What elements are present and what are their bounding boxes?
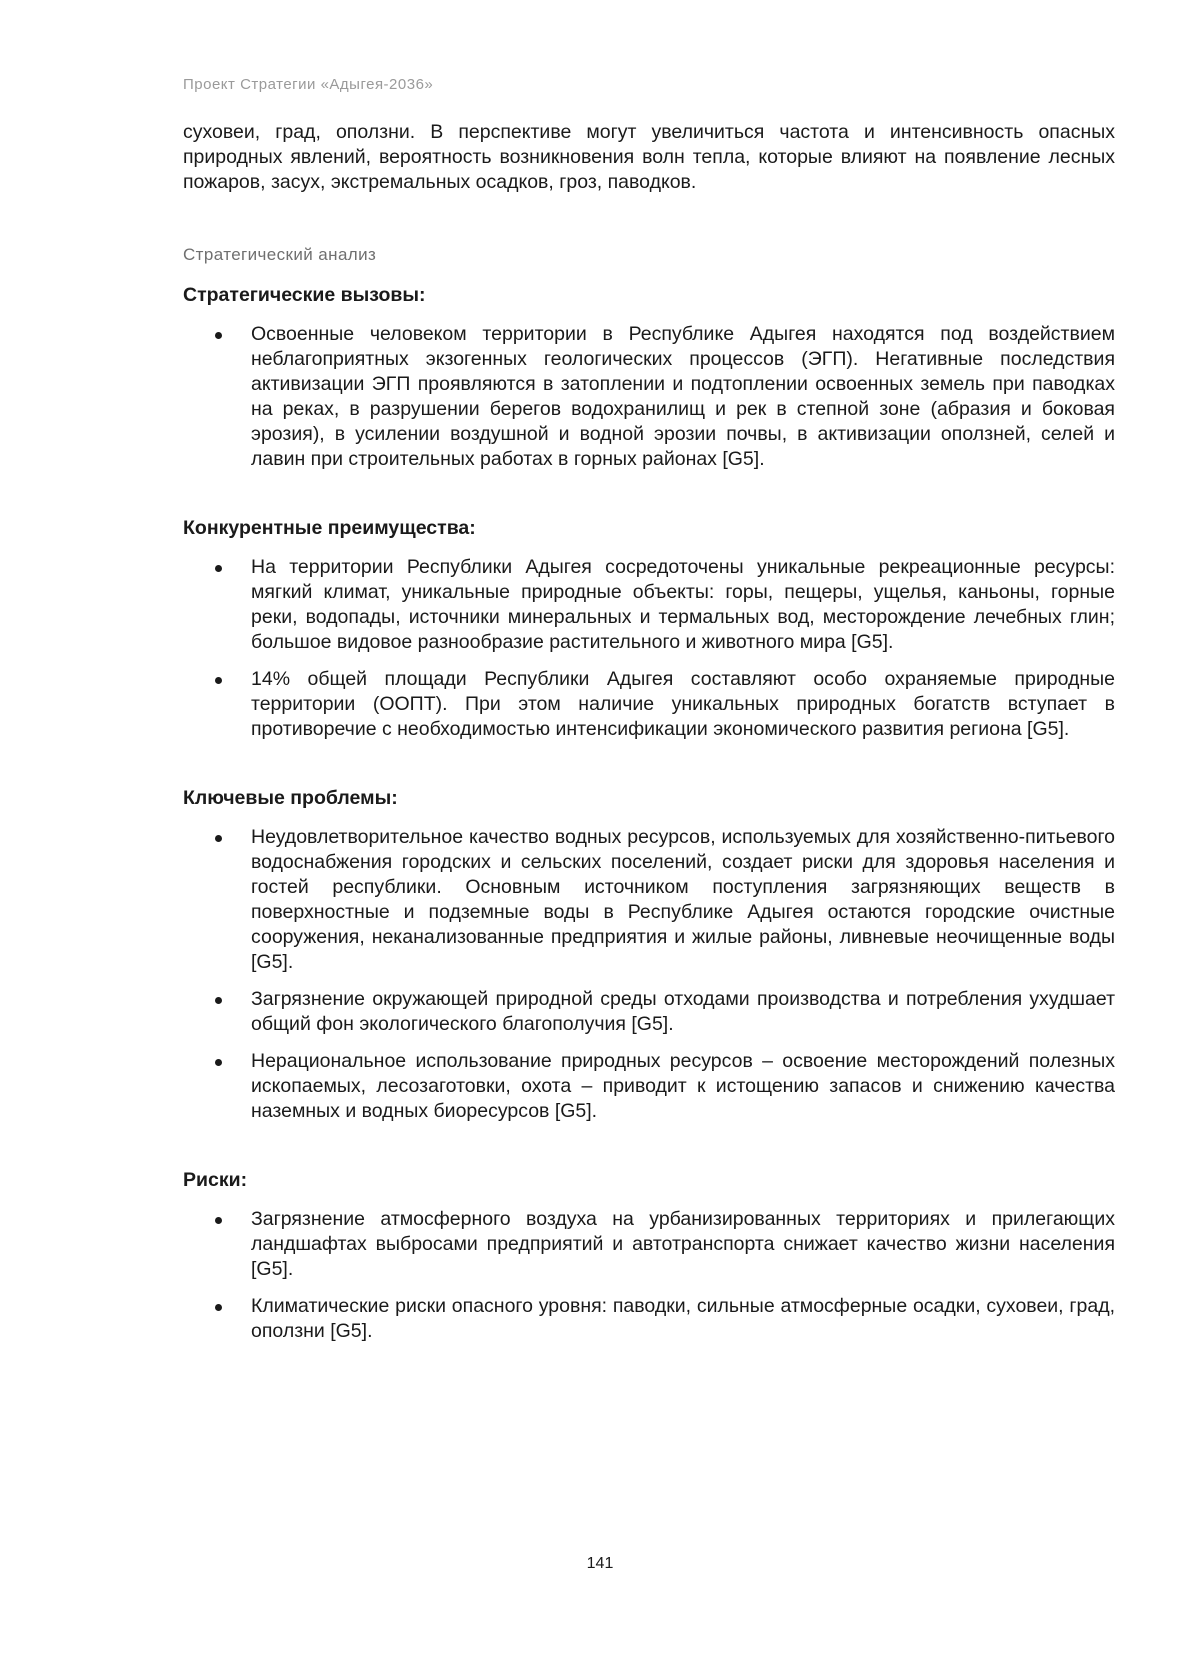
bullet-icon — [215, 565, 222, 572]
list-item — [183, 555, 1115, 655]
running-header: Проект Стратегии «Адыгея-2036» — [183, 76, 434, 93]
bullet-icon — [215, 1304, 222, 1311]
list-key-problems — [183, 825, 1115, 1124]
intro-paragraph: суховеи, град, оползни. В перспективе могут увеличиться частота и интенсивность опасных природных явлений, вероятность возникновения волн тепла, которые влияют на появление лесных пожаров, засух, экстремальных осадков, гроз, паводков. — [183, 121, 1115, 193]
list-item — [183, 825, 1115, 975]
heading-strategic-challenges: Стратегические вызовы: — [183, 284, 426, 306]
list-item-text: На территории Республики Адыгея сосредоточены уникальные рекреационные ресурсы: мягкий климат, уникальные природные объекты: горы, пещеры, ущелья, каньоны, горные реки, водопады, источники минеральных и термальных вод, месторождение лечебных глин; большое видовое разнообразие растительного и животного мира [G5]. — [251, 556, 1115, 653]
bullet-icon — [215, 1217, 222, 1224]
list-item — [183, 667, 1115, 742]
section-label: Стратегический анализ — [183, 245, 377, 264]
bullet-icon — [215, 1059, 222, 1066]
list-competitive-advantages — [183, 555, 1115, 742]
list-item — [183, 1207, 1115, 1282]
list-item — [183, 322, 1115, 472]
bullet-icon — [215, 332, 222, 339]
bullet-icon — [215, 835, 222, 842]
list-item-text: Нерациональное использование природных ресурсов – освоение месторождений полезных ископаемых, лесозаготовки, охота – приводит к истощению запасов и снижению качества наземных и водных биоресурсов [G5]. — [251, 1050, 1115, 1122]
list-item-text: Неудовлетворительное качество водных ресурсов, используемых для хозяйственно-питьевого водоснабжения городских и сельских поселений, создает риски для здоровья населения и гостей республики. Основным источником поступления загрязняющих веществ в поверхностные и подземные воды в Республике Адыгея остаются городские очистные сооружения, неканализованные предприятия и жилые районы, ливневые неочищенные воды [G5]. — [251, 826, 1115, 973]
bullet-icon — [215, 677, 222, 684]
heading-competitive-advantages: Конкурентные преимущества: — [183, 517, 476, 539]
list-item-text: 14% общей площади Республики Адыгея составляют особо охраняемые природные территории (ООПТ). При этом наличие уникальных природных богатств вступает в противоречие с необходимостью интенсификации экономического развития региона [G5]. — [251, 668, 1115, 740]
list-item-text: Загрязнение атмосферного воздуха на урбанизированных территориях и прилегающих ландшафтах выбросами предприятий и автотранспорта снижает качество жизни населения [G5]. — [251, 1208, 1115, 1280]
list-risks — [183, 1207, 1115, 1344]
list-item — [183, 1294, 1115, 1344]
list-strategic-challenges — [183, 322, 1115, 472]
list-item — [183, 987, 1115, 1037]
list-item-text: Климатические риски опасного уровня: паводки, сильные атмосферные осадки, суховеи, град, оползни [G5]. — [251, 1295, 1115, 1342]
page-number: 141 — [586, 1555, 614, 1572]
list-item-text: Освоенные человеком территории в Республике Адыгея находятся под воздействием неблагоприятных экзогенных геологических процессов (ЭГП). Негативные последствия активизации ЭГП проявляются в затоплении и подтоплении освоенных земель при паводках на реках, в разрушении берегов водохранилищ и рек в степной зоне (абразия и боковая эрозия), в усилении воздушной и водной эрозии почвы, в активизации оползней, селей и лавин при строительных работах в горных районах [G5]. — [251, 323, 1115, 470]
page-content — [183, 120, 1115, 1356]
list-item — [183, 1049, 1115, 1124]
heading-key-problems: Ключевые проблемы: — [183, 787, 398, 809]
bullet-icon — [215, 997, 222, 1004]
heading-risks: Риски: — [183, 1169, 248, 1191]
list-item-text: Загрязнение окружающей природной среды отходами производства и потребления ухудшает общий фон экологического благополучия [G5]. — [251, 988, 1115, 1035]
